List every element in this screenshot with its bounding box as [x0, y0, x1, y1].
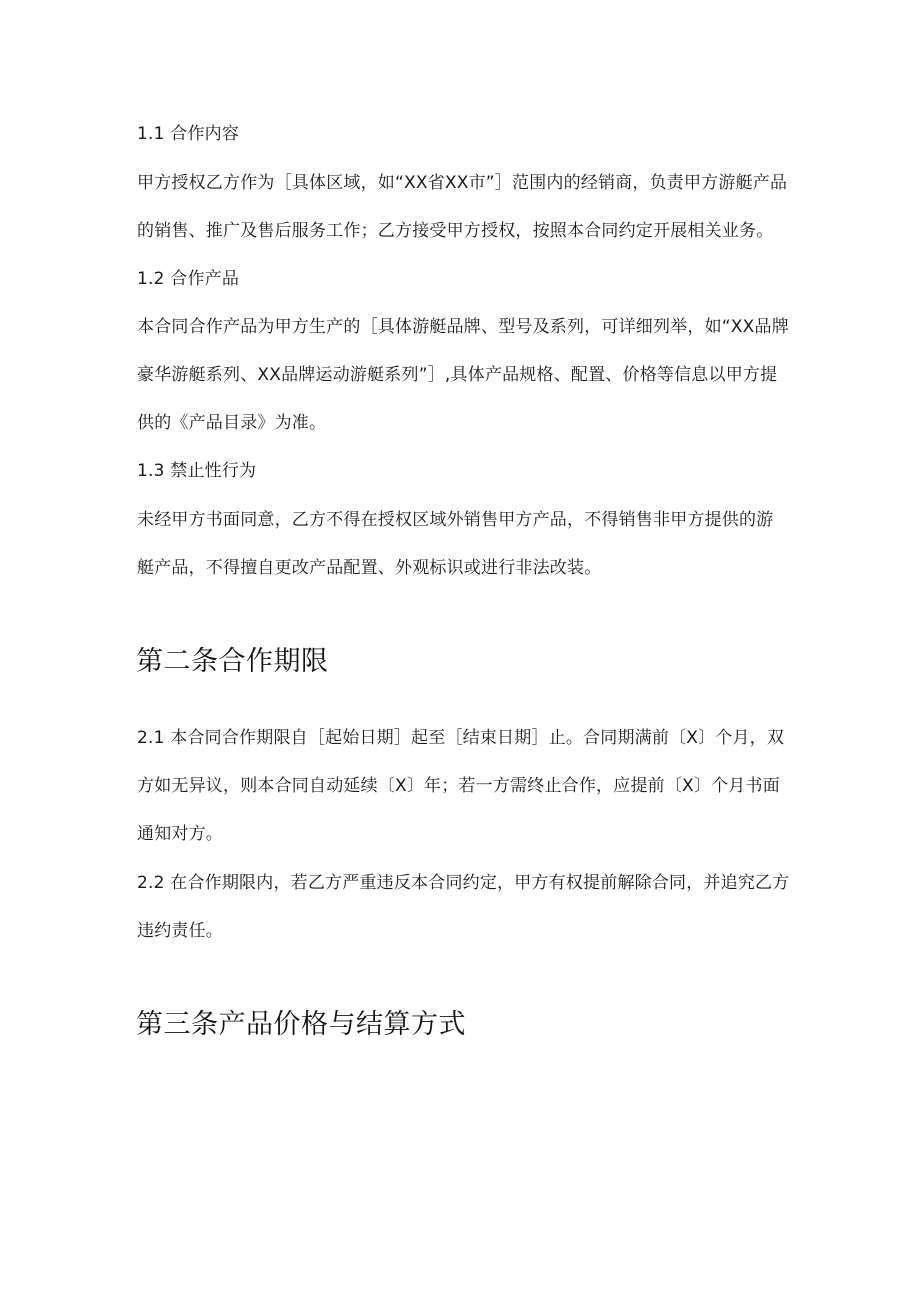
paragraph-line: 2.2 在合作期限内，若乙方严重违反本合同约定，甲方有权提前解除合同，并追究乙方	[137, 873, 790, 893]
paragraph-line: 方如无异议，则本合同自动延续〔X〕年；若一方需终止合作，应提前〔X〕个月书面	[137, 776, 780, 796]
subsection-title-1-1: 1.1 合作内容	[137, 124, 240, 144]
paragraph-line: 违约责任。	[137, 921, 223, 941]
subsection-title-1-3: 1.3 禁止性行为	[137, 461, 257, 481]
paragraph-line: 供的《产品目录》为准。	[137, 413, 327, 433]
paragraph-line: 的销售、推广及售后服务工作；乙方接受甲方授权，按照本合同约定开展相关业务。	[137, 221, 774, 241]
paragraph-line: 艇产品，不得擅自更改产品配置、外观标识或进行非法改装。	[137, 558, 602, 578]
paragraph-line: 未经甲方书面同意，乙方不得在授权区域外销售甲方产品，不得销售非甲方提供的游	[137, 510, 774, 530]
paragraph-line: 甲方授权乙方作为［具体区域，如“XX省XX市”］范围内的经销商，负责甲方游艇产品	[137, 173, 788, 193]
article-2-heading: 第二条合作期限	[136, 646, 329, 677]
subsection-title-1-2: 1.2 合作产品	[137, 269, 240, 289]
paragraph-line: 通知对方。	[137, 824, 223, 844]
paragraph-line: 2.1 本合同合作期限自［起始日期］起至［结束日期］止。合同期满前〔X〕个月，双	[137, 728, 785, 748]
article-3-heading: 第三条产品价格与结算方式	[136, 1009, 466, 1040]
paragraph-line: 本合同合作产品为甲方生产的［具体游艇品牌、型号及系列，可详细列举，如“XX品牌	[137, 317, 789, 337]
paragraph-line: 豪华游艇系列、XX品牌运动游艇系列”］,具体产品规格、配置、价格等信息以甲方提	[137, 365, 778, 385]
